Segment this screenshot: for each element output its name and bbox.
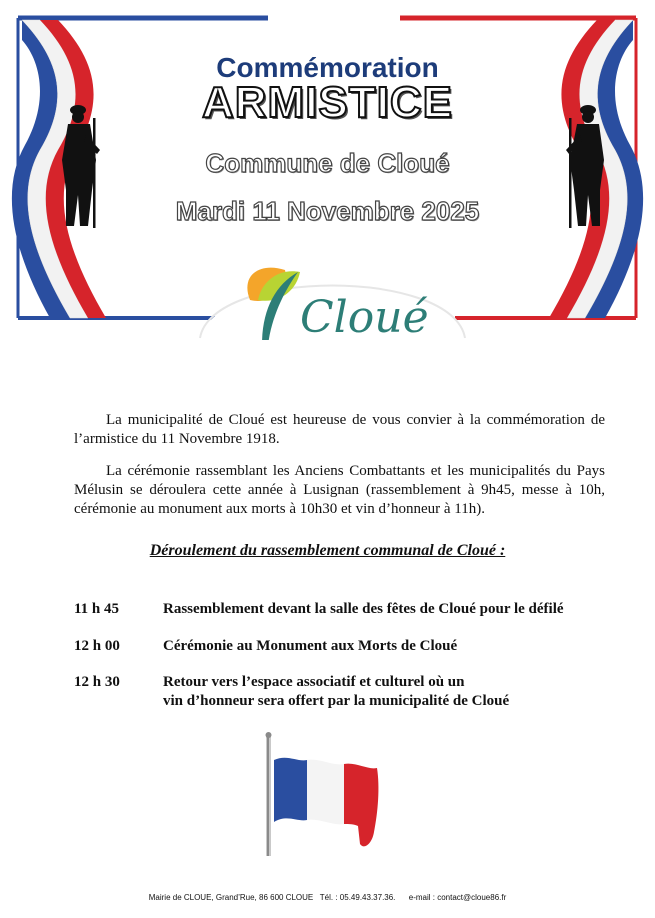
schedule-description-line-1: Retour vers l’espace associatif et culturel où un <box>163 674 465 690</box>
schedule-title: Déroulement du rassemblement communal de Cloué : <box>149 542 506 559</box>
schedule-description: Cérémonie au Monument aux Morts de Cloué <box>163 638 458 654</box>
schedule-time: 12 h 30 <box>74 674 120 690</box>
schedule-time: 12 h 00 <box>74 638 120 654</box>
event-date: Mardi 11 Novembre 2025 <box>175 196 480 226</box>
title-armistice: ARMISTICE <box>202 78 453 127</box>
intro-paragraph-2 <box>74 462 605 519</box>
schedule-description <box>163 673 633 711</box>
schedule-description-line-2: vin d’honneur sera offert par la municipalité de Cloué <box>163 693 510 709</box>
commune-name: Commune de Cloué <box>205 148 450 178</box>
footer-email[interactable]: e-mail : contact@cloue86.fr <box>408 893 507 902</box>
french-flag-icon <box>262 732 392 857</box>
footer-address: Mairie de CLOUE, Grand’Rue, 86 600 CLOUE <box>148 893 314 902</box>
intro-text-1: La municipalité de Cloué est heureuse de vous convier à la commémoration de l’armistice du 11 Novembre 1918. <box>74 412 605 447</box>
footer-contact <box>0 893 655 902</box>
schedule-time: 11 h 45 <box>74 601 120 617</box>
intro-text-2: La cérémonie rassemblant les Anciens Combattants et les municipalités du Pays Mélusin se déroulera cette année à Lusignan (rassemblement à 9h45, messe à 10h, cérémonie au monument aux morts à 10h30 et vin d’honneur à 11h). <box>74 463 605 517</box>
title-commemoration: Commémoration <box>216 52 439 83</box>
footer-phone: Tél. : 05.49.43.37.36. <box>319 893 396 902</box>
schedule-description: Rassemblement devant la salle des fêtes de Cloué pour le défilé <box>163 601 564 617</box>
logo-wordmark: Cloué <box>300 292 429 343</box>
intro-paragraph-1 <box>74 411 605 449</box>
